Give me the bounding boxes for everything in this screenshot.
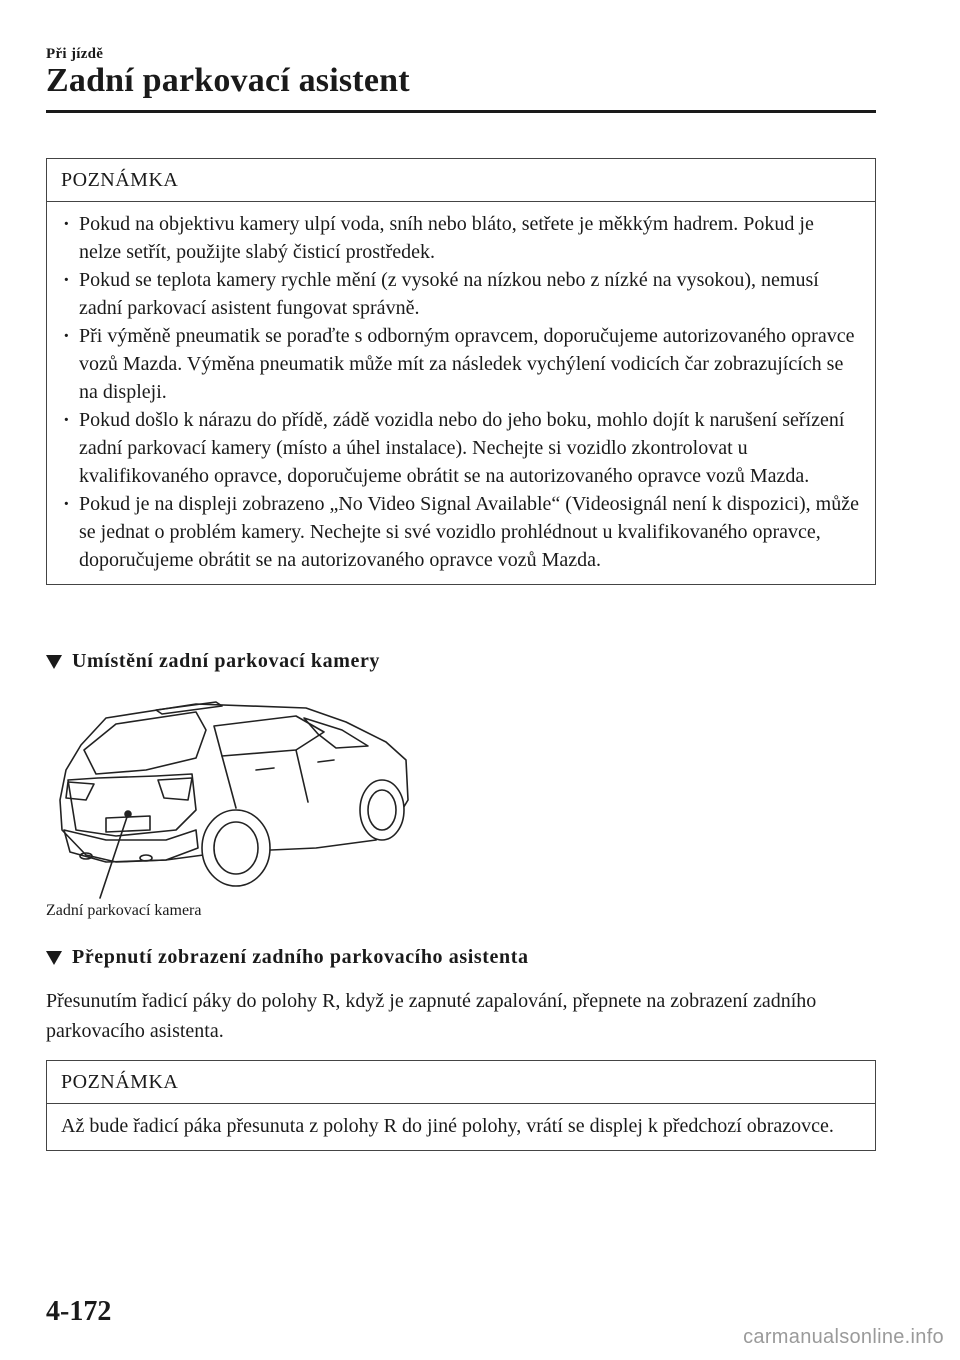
body-paragraph: Přesunutím řadicí páky do polohy R, když je zapnuté zapalování, přepnete na zobrazení zadního parkovacího asistenta.	[46, 990, 817, 1042]
note-label: POZNÁMKA	[47, 1061, 875, 1104]
note-body	[47, 202, 875, 584]
note-box-2	[46, 1060, 876, 1151]
note-item: · Pokud se teplota kamery rychle mění (z vysoké na nízkou nebo z nízké na vysokou), nemusí zadní parkovací asistent fungovat správně.	[61, 266, 861, 322]
triangle-bullet-icon	[46, 655, 62, 669]
page-title: Zadní parkovací asistent	[46, 62, 410, 99]
note-item: · Pokud je na displeji zobrazeno „No Video Signal Available“ (Videosignál není k dispozici), může se jednat o problém kamery. Nechejte si své vozidlo prohlédnout u kvalifikovaného opravce, doporučujeme obrátit se na autorizovaného opravce vozů Mazda.	[61, 490, 861, 574]
note-label: POZNÁMKA	[47, 159, 875, 202]
page-number: 4-172	[46, 1296, 112, 1327]
section-heading-camera-location	[46, 650, 380, 673]
chapter-label: Při jízdě	[46, 46, 104, 62]
section-heading-text: Přepnutí zobrazení zadního parkovacího asistenta	[72, 946, 529, 968]
title-divider	[46, 110, 876, 113]
note-item: · Pokud na objektivu kamery ulpí voda, sníh nebo bláto, setřete je měkkým hadrem. Pokud je nelze setřít, použijte slabý čisticí prostředek.	[61, 210, 861, 266]
note-box-1	[46, 158, 876, 585]
watermark: carmanualsonline.info	[743, 1326, 944, 1348]
triangle-bullet-icon	[46, 951, 62, 965]
car-rear-illustration	[46, 690, 426, 930]
note-text: Až bude řadicí páka přesunuta z polohy R do jiné polohy, vrátí se displej k předchozí obrazovce.	[61, 1115, 834, 1137]
section-heading-text: Umístění zadní parkovací kamery	[72, 650, 381, 672]
note-item: · Při výměně pneumatik se poraďte s odborným opravcem, doporučujeme autorizovaného opravce vozů Mazda. Výměna pneumatik může mít za následek vychýlení vodicích čar zobrazujících se na displeji.	[61, 322, 861, 406]
note-list	[61, 210, 861, 574]
figure-caption: Zadní parkovací kamera	[46, 902, 202, 919]
section-heading-switch-display	[46, 946, 529, 969]
note-item: · Pokud došlo k nárazu do přídě, zádě vozidla nebo do jeho boku, mohlo dojít k narušení seřízení zadní parkovací kamery (místo a úhel instalace). Nechejte si vozidlo zkontrolovat u kvalifikovaného opravce, doporučujeme obrátit se na autorizovaného opravce vozů Mazda.	[61, 406, 861, 490]
